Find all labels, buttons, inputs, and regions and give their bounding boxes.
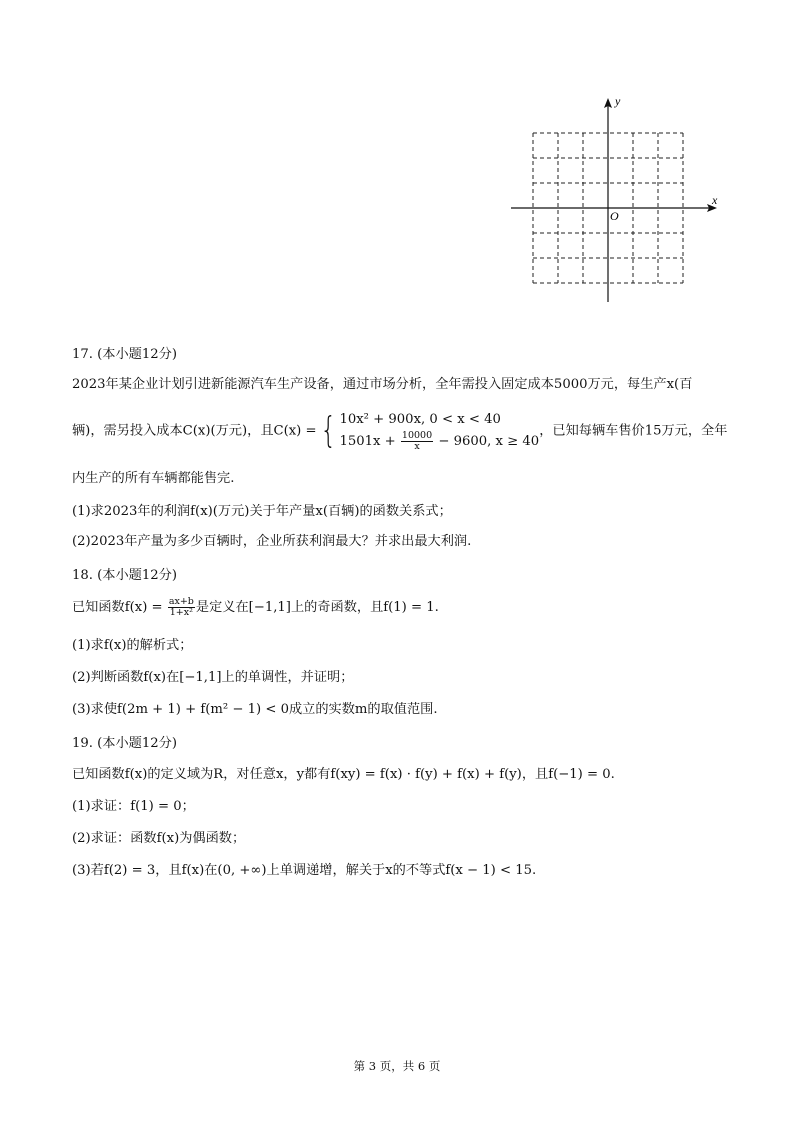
piecewise-cases bbox=[339, 409, 539, 453]
q18-fraction-denominator: 1+x² bbox=[169, 607, 193, 618]
q19-part2: (2)求证：函数f(x)为偶函数； bbox=[72, 831, 246, 846]
q19-part1: (1)求证：f(1) = 0； bbox=[72, 799, 195, 814]
x-axis-label: x bbox=[712, 193, 718, 207]
coordinate-grid-svg bbox=[505, 92, 725, 307]
q19-line1: 已知函数f(x)的定义域为R，对任意x，y都有f(xy) = f(x) · f(y) + f(x) + f(y)，且f(−1) = 0. bbox=[72, 767, 615, 782]
q18-line1-text-a: 已知函数f(x) = bbox=[72, 600, 163, 615]
q18-line1 bbox=[72, 597, 439, 618]
q18-heading: 18. (本小题12分) bbox=[72, 568, 177, 583]
q17-part2: (2)2023年产量为多少百辆时，企业所获利润最大？并求出最大利润. bbox=[72, 534, 472, 549]
q19-part3: (3)若f(2) = 3，且f(x)在(0, +∞)上单调递增，解关于x的不等式f(x − 1) < 15. bbox=[72, 863, 537, 878]
coordinate-grid-figure bbox=[505, 92, 725, 307]
q17-line1: 2023年某企业计划引进新能源汽车生产设备，通过市场分析，全年需投入固定成本5000万元，每生产x(百 bbox=[72, 377, 693, 392]
q18-fraction bbox=[168, 597, 195, 618]
q18-part3: (3)求使f(2m + 1) + f(m² − 1) < 0成立的实数m的取值范围. bbox=[72, 702, 438, 717]
case2-text-b: − 9600, x ≥ 40 bbox=[438, 434, 540, 449]
case2-text-a: 1501x + bbox=[339, 434, 396, 449]
q17-line2-text-a: 辆)，需另投入成本C(x)(万元)，且C(x) = bbox=[72, 423, 317, 439]
q19-heading: 19. (本小题12分) bbox=[72, 736, 177, 751]
case2-fraction-denominator: x bbox=[414, 441, 420, 452]
left-brace: { bbox=[319, 410, 337, 451]
q17-line2-text-b: ，已知每辆车售价15万元，全年 bbox=[539, 423, 728, 439]
q18-part1: (1)求f(x)的解析式； bbox=[72, 638, 193, 653]
case2-fraction-numerator: 10000 bbox=[401, 430, 433, 441]
case2-fraction bbox=[401, 431, 433, 452]
piecewise-function bbox=[317, 409, 540, 453]
q17-part1: (1)求2023年的利润f(x)(万元)关于年产量x(百辆)的函数关系式； bbox=[72, 504, 452, 519]
y-axis-label: y bbox=[615, 94, 621, 108]
q17-line3: 内生产的所有车辆都能售完. bbox=[72, 471, 235, 486]
q18-part2: (2)判断函数f(x)在[−1,1]上的单调性，并证明； bbox=[72, 670, 354, 685]
q18-fraction-numerator: ax+b bbox=[168, 596, 194, 607]
q17-line2 bbox=[72, 409, 727, 453]
piecewise-case-2 bbox=[339, 431, 539, 453]
origin-label: O bbox=[610, 209, 619, 223]
page-footer: 第 3 页，共 6 页 bbox=[353, 1059, 441, 1073]
q17-heading: 17. (本小题12分) bbox=[72, 347, 177, 362]
q18-line1-text-b: 是定义在[−1,1]上的奇函数，且f(1) = 1. bbox=[195, 600, 439, 615]
piecewise-case-1: 10x² + 900x, 0 < x < 40 bbox=[339, 412, 501, 427]
